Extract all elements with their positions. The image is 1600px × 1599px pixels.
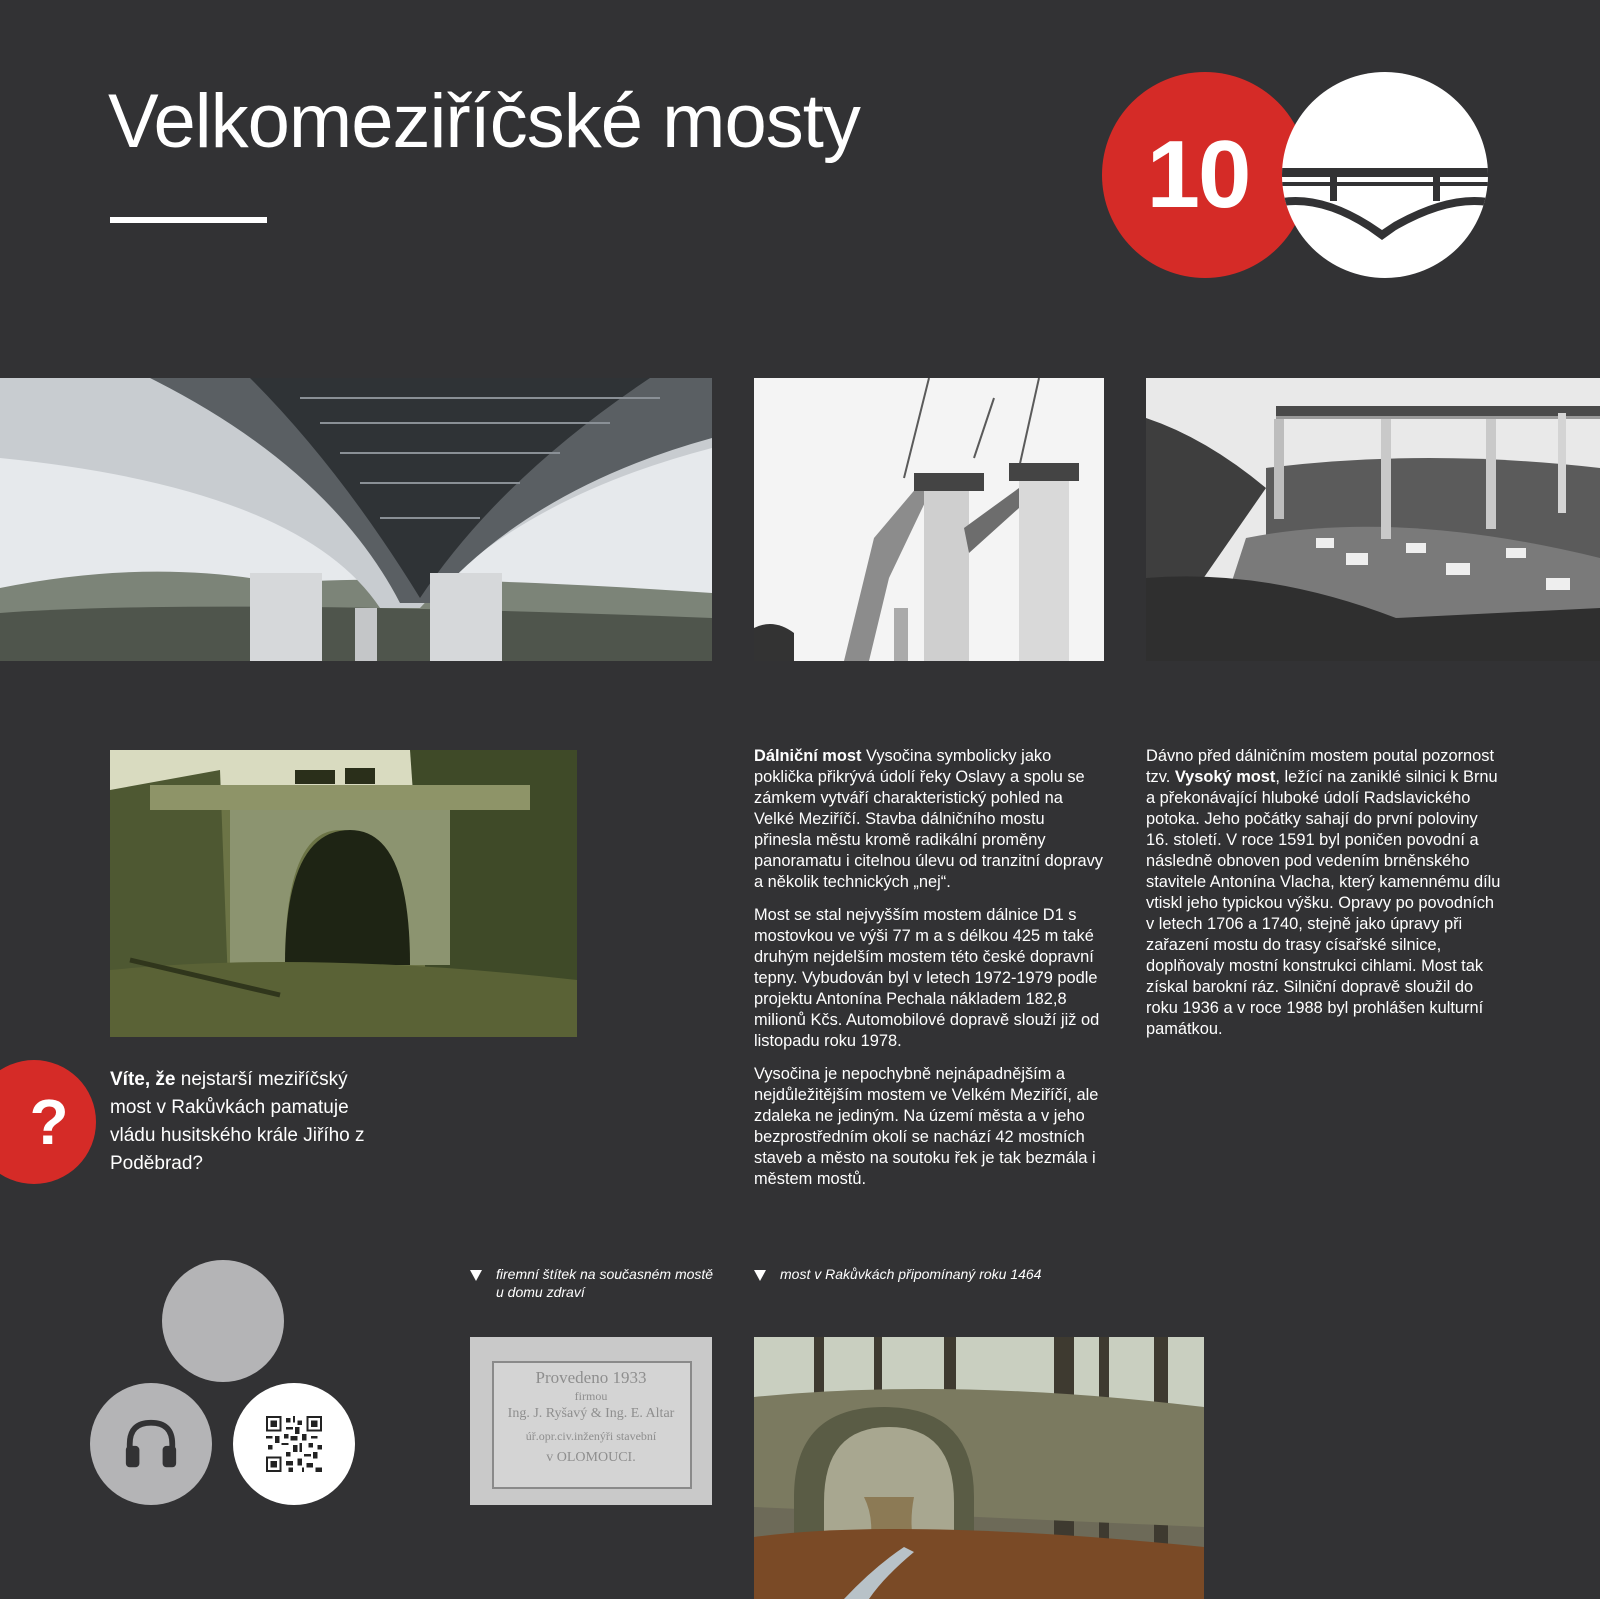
page-title: Velkomeziříčské mosty: [108, 79, 860, 164]
paragraph-lead: Dálniční most: [754, 747, 862, 765]
photo-bridge-construction-piers: [754, 378, 1104, 661]
stop-number-badge: [1102, 72, 1308, 278]
qr-code-button[interactable]: [233, 1383, 355, 1505]
fact-text: nejstarší meziříčský most v Rakůvkách pamatuje vládu husitského krále Jiřího z Poděbrad?: [110, 1069, 365, 1174]
photo-company-plaque: [470, 1337, 712, 1505]
paragraph-town-of-bridges: Vysočina je nepochybně nejnápadnějším a nejdůležitějším mostem ve Velkém Meziříčí, ale zdaleka ne jediným. Na území města a v jeho bezprostředním okolí se nachází 42 mostních staveb a město na soutoku řek je tak bezmála i městem mostů.: [754, 1065, 1099, 1188]
plaque-line: Ing. J. Ryšavý & Ing. E. Altar: [507, 1406, 675, 1421]
paragraph-high-bridge: [1146, 746, 1502, 1040]
caption-plaque: firemní štítek na současném mostě u domu zdraví: [496, 1266, 714, 1300]
photo-bridge-over-town: [1146, 378, 1600, 661]
paragraph-text: Vysočina symbolicky jako poklička přikrývá údolí řeky Oslavy a spolu se zámkem vytváří charakteristický pohled na Velké Meziříčí. Stavba dálničního mostu přinesla městu kromě radikální proměny panoramatu i citelnou úlevu od tranzitní dopravy a několik technických „nej“.: [754, 747, 1103, 891]
caption-pointer-icon: [470, 1270, 482, 1281]
stop-number: 10: [1146, 121, 1250, 228]
plaque-line: firmou: [574, 1389, 608, 1403]
question-mark-glyph: ?: [29, 1086, 69, 1158]
text-column-high-bridge: [1146, 746, 1502, 1052]
audio-guide-button[interactable]: [90, 1383, 212, 1505]
high-bridge-term: Vysoký most: [1174, 768, 1276, 786]
plaque-inscription: [494, 1367, 688, 1469]
paragraph-text-rest: , ležící na zaniklé silnici k Brnu a překonávající hluboké údolí Radslavického potoka. Jeho počátky sahají do první poloviny 16. století. V roce 1591 byl poničen povodní a následně obnoven pod vedením brněnského stavitele Antonína Vlacha, který kamennému dílu vtiskl jeho typickou výšku. Opravy po povodních v letech 1706 a 1740, stejně jako úpravy při zařazení mostu do trasy císařské silnice, doplňovaly mostní konstrukci cihlami. Most tak získal barokní ráz. Silniční dopravě sloužil do roku 1936 a v roce 1988 byl prohlášen kulturní památkou.: [1146, 768, 1501, 1038]
headphones-icon: [122, 1415, 180, 1473]
photo-rakuvky-stone-bridge: [754, 1337, 1204, 1599]
paragraph-highway-bridge-facts: Most se stal nejvyšším mostem dálnice D1 s mostovkou ve výši 77 m a s délkou 425 m také druhým nejdelším mostem této české dopravní tepny. Vybudován byl v letech 1972-1979 podle projektu Antonína Pechala nákladem 182,8 milionů Kčs. Automobilové dopravě slouží již od listopadu roku 1978.: [754, 906, 1100, 1050]
title-underline: [110, 217, 267, 223]
paragraph-text-start: Dávno před dálničním mostem poutal pozornost tzv.: [1146, 747, 1495, 786]
text-column-highway-bridge: [754, 746, 1106, 1202]
plaque-line: úř.opr.civ.inženýři stavební: [525, 1429, 657, 1443]
did-you-know-fact: [110, 1066, 380, 1178]
gray-circle-top: [162, 1260, 284, 1382]
qr-code-icon: [266, 1416, 322, 1472]
bridge-icon: [1282, 72, 1488, 278]
photo-highway-bridge-underside: [0, 378, 712, 661]
caption-pointer-icon: [754, 1270, 766, 1281]
paragraph-highway-bridge-intro: [754, 746, 1106, 893]
fact-lead: Víte, že: [110, 1069, 176, 1090]
caption-rakuvky-bridge: most v Rakůvkách připomínaný roku 1464: [780, 1266, 1042, 1282]
question-mark-icon: [0, 1060, 96, 1184]
photo-old-stone-bridge-horses: [110, 750, 577, 1037]
plaque-line: Provedeno 1933: [535, 1368, 647, 1387]
plaque-line: v OLOMOUCI.: [546, 1450, 636, 1465]
